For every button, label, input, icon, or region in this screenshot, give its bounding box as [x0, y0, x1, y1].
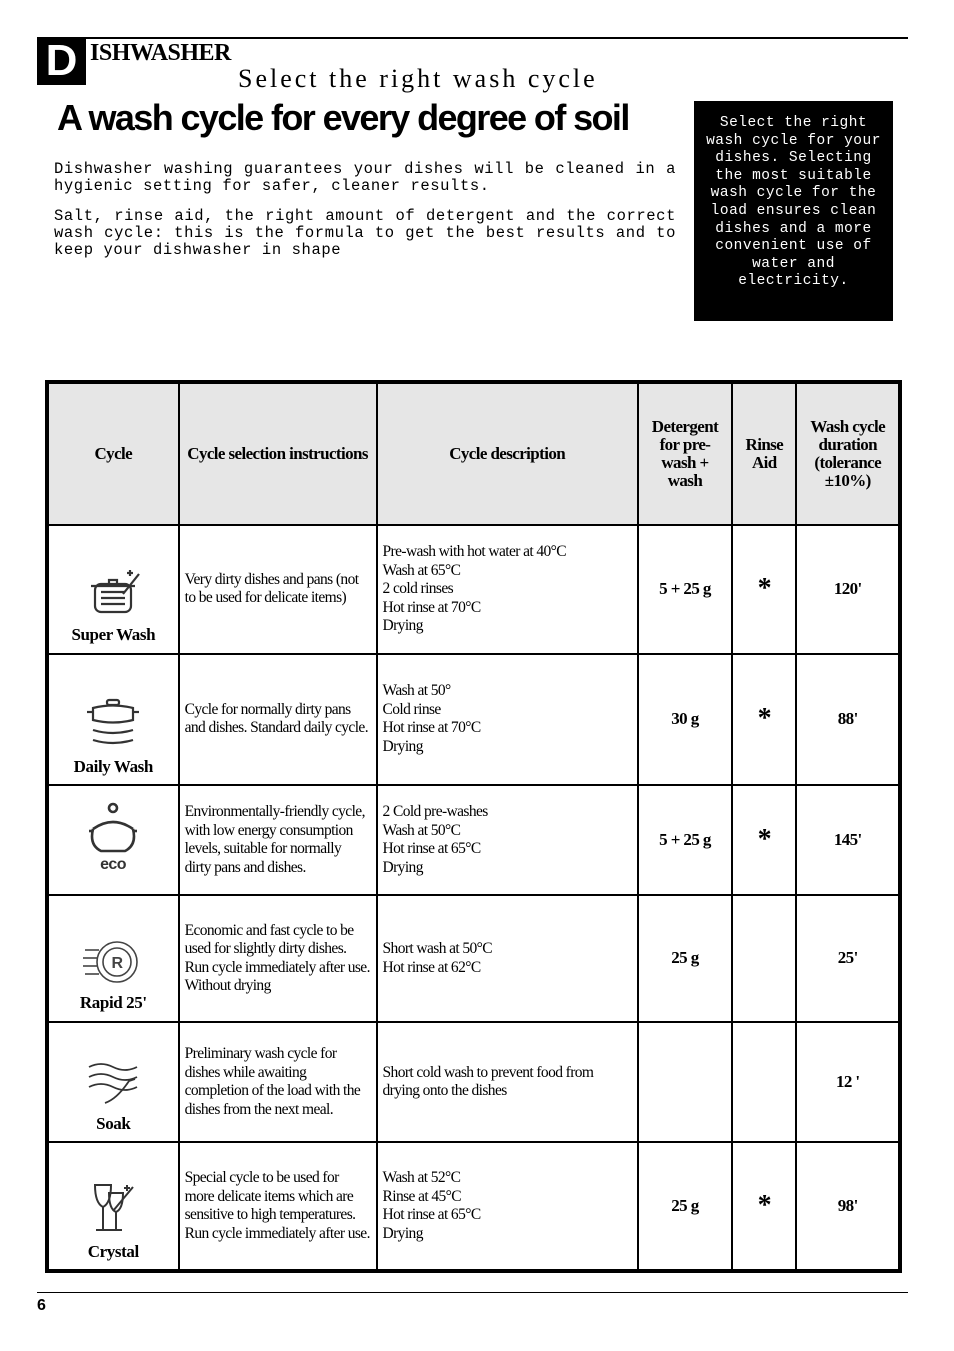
cycle-cell — [47, 785, 179, 895]
intro-paragraph-1: Dishwasher washing guarantees your dishes will be cleaned in a hygienic setting for safer, cleaner results. — [54, 160, 676, 195]
description-line: Short cold wash to prevent food from drying onto the dishes — [382, 1063, 594, 1100]
duration-cell: 88' — [796, 654, 900, 786]
description-line: Wash at 65°C — [382, 561, 461, 579]
instructions-cell: Environmentally-friendly cycle, with low energy consumption levels, suitable for normally dirty pans and dishes. — [179, 785, 377, 895]
description-line: Short wash at 50°C — [382, 940, 493, 958]
super-wash-icon — [83, 564, 143, 620]
rapid-icon — [81, 936, 145, 988]
description-line: Wash at 50°C — [382, 821, 461, 839]
description-cell — [377, 895, 638, 1022]
table-row — [47, 525, 900, 654]
description-line: Rinse at 45°C — [382, 1187, 462, 1205]
description-line: Hot rinse at 70°C — [382, 598, 481, 616]
intro-paragraph-2: Salt, rinse aid, the right amount of detergent and the correct wash cycle: this is the formula to get the best results and to keep your dishwasher in shape — [54, 207, 676, 259]
description-line: Drying — [382, 737, 423, 755]
detergent-cell: 25 g — [638, 895, 732, 1022]
duration-cell: 145' — [796, 785, 900, 895]
eco-label: eco — [100, 856, 127, 874]
description-line: Hot rinse at 65°C — [382, 840, 481, 858]
description-line: Drying — [382, 1224, 423, 1242]
rinse-aid-cell: * — [732, 525, 796, 654]
info-box: Select the right wash cycle for your dishes. Selecting the most suitable wash cycle for the load ensures clean dishes and a more convenient use of water and electricity. — [694, 101, 893, 321]
rinse-aid-cell — [732, 1022, 796, 1142]
cycle-name: Daily Wash — [73, 756, 153, 776]
table-row — [47, 785, 900, 895]
table-row — [47, 895, 900, 1022]
rinse-aid-cell: * — [732, 785, 796, 895]
duration-cell: 12 ' — [796, 1022, 900, 1142]
header-instructions: Cycle selection instructions — [179, 382, 377, 525]
section-initial: D — [37, 37, 86, 85]
description-line: Hot rinse at 65°C — [382, 1206, 481, 1224]
description-line: Hot rinse at 62°C — [382, 958, 481, 976]
cycle-cell — [47, 895, 179, 1022]
rinse-aid-cell: * — [732, 1142, 796, 1271]
header-cycle: Cycle — [47, 382, 179, 525]
description-line: 2 Cold pre-washes — [382, 803, 488, 821]
duration-cell: 98' — [796, 1142, 900, 1271]
header-duration: Wash cycle duration (tolerance ±10%) — [796, 382, 900, 525]
table-header-row — [47, 382, 900, 525]
cycle-name: Super Wash — [71, 625, 156, 645]
description-line: Hot rinse at 70°C — [382, 719, 481, 737]
description-cell — [377, 525, 638, 654]
instructions-cell: Preliminary wash cycle for dishes while awaiting completion of the load with the dishes from the next meal. — [179, 1022, 377, 1142]
cycle-cell — [47, 1022, 179, 1142]
table-row — [47, 1142, 900, 1271]
rapid-label: R — [111, 955, 123, 973]
page-subtitle: Select the right wash cycle — [238, 64, 598, 93]
cycle-cell — [47, 525, 179, 654]
instructions-cell: Special cycle to be used for more delicate items which are sensitive to high temperatures. Run cycle immediately after use. — [179, 1142, 377, 1271]
description-line: Drying — [382, 858, 423, 876]
detergent-cell — [638, 1022, 732, 1142]
description-line: Pre-wash with hot water at 40°C — [382, 543, 566, 560]
rinse-aid-cell: * — [732, 654, 796, 786]
description-line: Wash at 52°C — [382, 1169, 461, 1187]
description-cell — [377, 1022, 638, 1142]
rinse-aid-cell — [732, 895, 796, 1022]
cycle-name: Soak — [96, 1113, 131, 1133]
page-number: 6 — [37, 1297, 46, 1314]
header-detergent: Detergent for pre-wash + wash — [638, 382, 732, 525]
description-cell — [377, 1142, 638, 1271]
detergent-cell: 5 + 25 g — [638, 525, 732, 654]
cycle-name: Crystal — [87, 1241, 139, 1261]
daily-wash-icon — [83, 698, 143, 752]
description-line: Drying — [382, 617, 423, 634]
duration-cell: 25' — [796, 895, 900, 1022]
header-rinse-aid: Rinse Aid — [732, 382, 796, 525]
table-row — [47, 1022, 900, 1142]
header-description: Cycle description — [377, 382, 638, 525]
description-line: Cold rinse — [382, 700, 441, 718]
instructions-cell: Very dirty dishes and pans (not to be used for delicate items) — [179, 525, 377, 654]
description-cell — [377, 785, 638, 895]
soak-icon — [83, 1059, 143, 1109]
instructions-cell: Economic and fast cycle to be used for slightly dirty dishes. Run cycle immediately after use. Without drying — [179, 895, 377, 1022]
bottom-rule — [37, 1292, 908, 1293]
cycle-cell — [47, 1142, 179, 1271]
wash-cycle-table-wrapper — [45, 380, 902, 1273]
description-line: 2 cold rinses — [382, 580, 454, 597]
cycle-name: Rapid 25' — [79, 993, 147, 1013]
description-cell — [377, 654, 638, 786]
duration-cell: 120' — [796, 525, 900, 654]
description-line: Wash at 50° — [382, 682, 451, 700]
page-headline: A wash cycle for every degree of soil — [57, 97, 629, 138]
instructions-cell: Cycle for normally dirty pans and dishes. Standard daily cycle. — [179, 654, 377, 786]
detergent-cell: 30 g — [638, 654, 732, 786]
table-row — [47, 654, 900, 786]
detergent-cell: 25 g — [638, 1142, 732, 1271]
eco-icon — [83, 801, 143, 873]
crystal-icon — [85, 1181, 141, 1237]
detergent-cell: 5 + 25 g — [638, 785, 732, 895]
section-title: ISHWASHER — [90, 40, 231, 66]
top-rule — [37, 37, 908, 39]
wash-cycle-table — [45, 380, 902, 1273]
cycle-cell — [47, 654, 179, 786]
